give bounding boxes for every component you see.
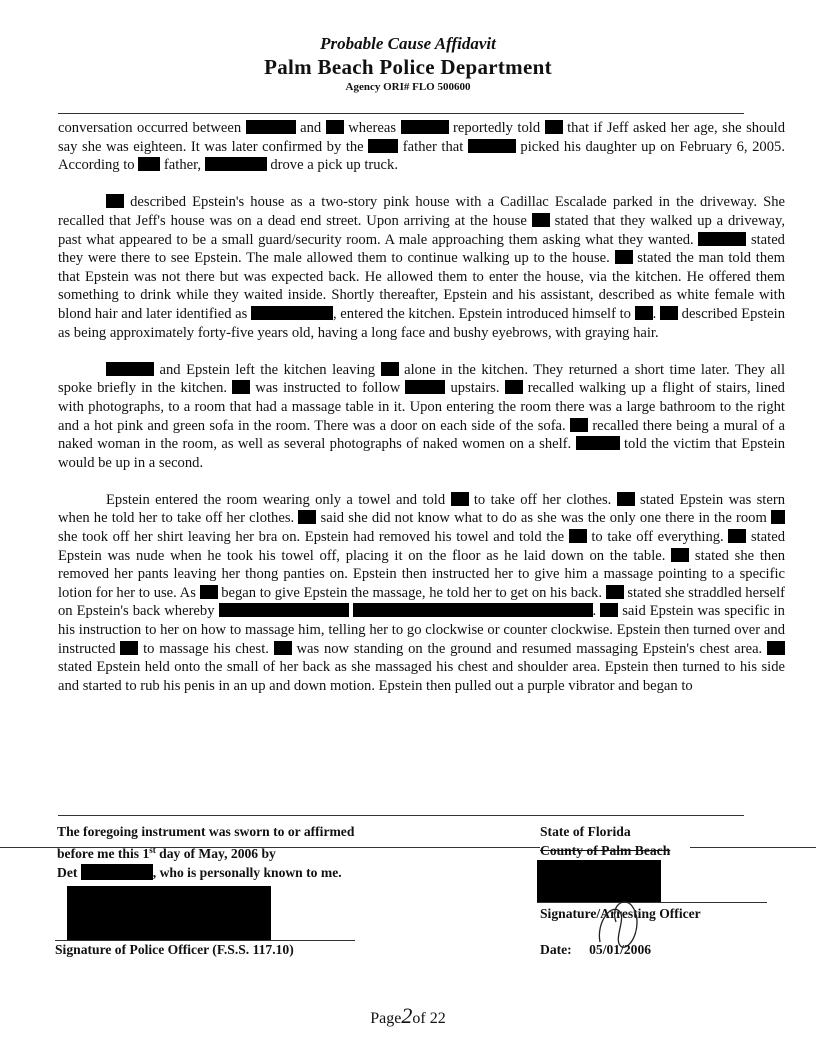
paragraph-4 (58, 491, 785, 696)
text-run: stated Epstein was nude when he took his towel off, placing it on the floor as he laid down on the table. (58, 529, 785, 564)
text-run: described Epstein as being approximately forty-five years old, having a long face and bushy eyebrows, with graying hair. (58, 305, 786, 341)
redaction (635, 306, 653, 320)
text-run: she took off her shirt leaving her bra on. Epstein had removed his towel and told the (58, 529, 565, 546)
redaction (576, 436, 620, 450)
paragraph-1 (58, 119, 785, 175)
date-value: 05/01/2006 (589, 942, 652, 957)
department-name: Palm Beach Police Department (264, 55, 552, 79)
text-run: that if Jeff asked her age, she should say she was eighteen. It was later confirmed by the (58, 120, 785, 155)
document-title: Probable Cause Affidavit (320, 34, 496, 53)
sworn-date-text: before me this 1 (57, 846, 150, 861)
sworn-date-rest: day of May, 2006 by (155, 846, 276, 861)
text-run: stated Epstein was stern when he told her to take off her clothes. (58, 491, 785, 527)
affidavit-header (0, 34, 816, 94)
header-rule (58, 113, 744, 114)
redaction (120, 641, 138, 655)
paragraph-3 (58, 361, 785, 473)
text-run: began to give Epstein the massage, he told her to get on his back. (221, 584, 602, 601)
text-run: Epstein entered the room wearing only a towel and told (106, 491, 446, 508)
redaction (401, 120, 449, 134)
text-run: . (652, 305, 657, 322)
redaction (660, 306, 678, 320)
text-run: stated she then removed her pants leaving her thong panties on. Epstein then instructed her to give him a massage pointing to a specific lotion for her to use. As (58, 547, 785, 601)
text-run: stated she straddled herself on Epstein's back whereby (58, 584, 786, 620)
redaction (81, 864, 153, 880)
redaction (545, 120, 563, 134)
redaction (468, 139, 516, 153)
redaction (532, 213, 550, 227)
redaction (405, 380, 445, 394)
redaction (451, 492, 469, 506)
arresting-officer-label: Signature/Arresting Officer (540, 906, 701, 921)
sworn-line-2 (57, 841, 457, 863)
text-run: recalled there being a mural of a naked woman in the room, as well as several photographs of naked women on a shelf. (58, 417, 786, 453)
redaction (767, 641, 785, 655)
arresting-block (540, 904, 800, 923)
text-run: , entered the kitchen. Epstein introduced himself to (333, 305, 631, 322)
text-run: conversation occurred between (58, 120, 242, 136)
text-run: was instructed to follow (255, 380, 401, 397)
text-run: said she did not know what to do as she was the only one there in the room (320, 510, 767, 527)
det-prefix: Det (57, 865, 78, 880)
jurisdiction-block (540, 822, 800, 860)
text-run: whereas (348, 120, 397, 136)
redaction (106, 194, 124, 208)
redaction (353, 603, 593, 617)
text-run: stated they were there to see Epstein. The male allowed them to continue walking up to the house. (58, 231, 785, 267)
text-run: said Epstein was specific in his instruction to her on how to massage him, telling her to go clockwise or counter clockwise. Epstein then turned over and instructed (58, 603, 785, 657)
date-label: Date: (540, 942, 572, 957)
redaction (505, 380, 523, 394)
redaction (251, 306, 333, 320)
page-number (0, 1003, 816, 1029)
redaction (600, 603, 618, 617)
text-run: and (300, 120, 322, 136)
redaction (570, 418, 588, 432)
text-run: alone in the kitchen. They returned a short time later. They all spoke briefly in the kitchen. (58, 361, 786, 397)
ordinal-suffix: st (149, 845, 156, 855)
text-run: . (592, 603, 597, 620)
text-run: to take off her clothes. (473, 491, 612, 508)
redaction (771, 510, 785, 524)
text-run: stated that they walked up a driveway, past what appeared to be a small guard/security room. A male approaching them asking what they wanted. (58, 212, 786, 248)
text-run: recalled walking up a flight of stairs, lined with photographs, to a room that had a massage table in it. Upon entering the room there was a large bathroom to the right and a hot pink and green sofa in the room. There was a door on each side of the sofa. (58, 380, 785, 434)
text-run: drove a pick up truck. (270, 157, 398, 174)
date-field (540, 942, 651, 958)
page-total: of 22 (412, 1010, 446, 1027)
footer-divider-left (0, 847, 540, 848)
redaction (274, 641, 292, 655)
page-label: Page (370, 1010, 402, 1027)
redaction (381, 362, 399, 376)
text-run: upstairs. (450, 380, 500, 397)
footer-rule-top-left (58, 815, 744, 816)
officer-signature-label: Signature of Police Officer (F.S.S. 117.10) (55, 942, 294, 957)
page-current: 2 (401, 1003, 413, 1028)
redaction (246, 120, 296, 134)
arresting-signature-line (537, 902, 767, 903)
redaction (219, 603, 349, 617)
sworn-line-3 (57, 863, 457, 882)
sworn-statement (57, 822, 457, 882)
redaction (617, 492, 635, 506)
county-label: County of Palm Beach (540, 843, 671, 858)
text-run: to massage his chest. (143, 640, 269, 657)
redaction (698, 232, 746, 246)
officer-signature-redaction (67, 886, 271, 940)
redaction (138, 157, 160, 171)
sworn-line-1: The foregoing instrument was sworn to or affirmed (57, 824, 355, 839)
det-suffix: , who is personally known to me. (152, 865, 342, 880)
redaction (200, 585, 218, 599)
text-run: described Epstein's house as a two-story pink house with a Cadillac Escalade parked in the driveway. She recalled that Jeff's house was on a dead end street. Upon arriving at the house (58, 194, 785, 229)
agency-ori: Agency ORI# FLO 500600 (345, 81, 471, 93)
text-run: father, (163, 157, 202, 174)
redaction (298, 510, 316, 524)
text-run: to take off everything. (591, 529, 724, 546)
officer-signature-line (55, 940, 355, 941)
redaction (569, 529, 587, 543)
redaction (671, 548, 689, 562)
paragraph-2 (58, 193, 785, 342)
redaction (205, 157, 267, 171)
text-run: father that (402, 138, 464, 155)
redaction (232, 380, 250, 394)
redaction (728, 529, 746, 543)
redaction (368, 139, 398, 153)
redaction (106, 362, 154, 376)
state-label: State of Florida (540, 824, 631, 839)
affidavit-body (58, 119, 785, 714)
text-run: and Epstein left the kitchen leaving (159, 361, 376, 378)
text-run: stated the man told them that Epstein was not there but was expected back. He allowed them to enter the house, via the kitchen. He offered them something to drink while they waited inside. Shortly thereafter, Epstein and his assistant, described as white female with blond hair and later identified as (58, 250, 785, 322)
text-run: was now standing on the ground and resumed massaging Epstein's chest area. (296, 640, 763, 657)
redaction (615, 250, 633, 264)
redaction (326, 120, 344, 134)
text-run: told the victim that Epstein would be up in a second. (58, 436, 785, 471)
text-run: picked his daughter up on February 6, 2005. According to (58, 138, 785, 174)
text-run: stated Epstein held onto the small of her back as she massaged his chest and shoulder area. Epstein then turned to his side and started to rub his penis in an up and down motion. Epstein then pulled out a purple vibrator and began to (58, 659, 785, 694)
text-run: reportedly told (452, 120, 541, 136)
redaction (606, 585, 624, 599)
